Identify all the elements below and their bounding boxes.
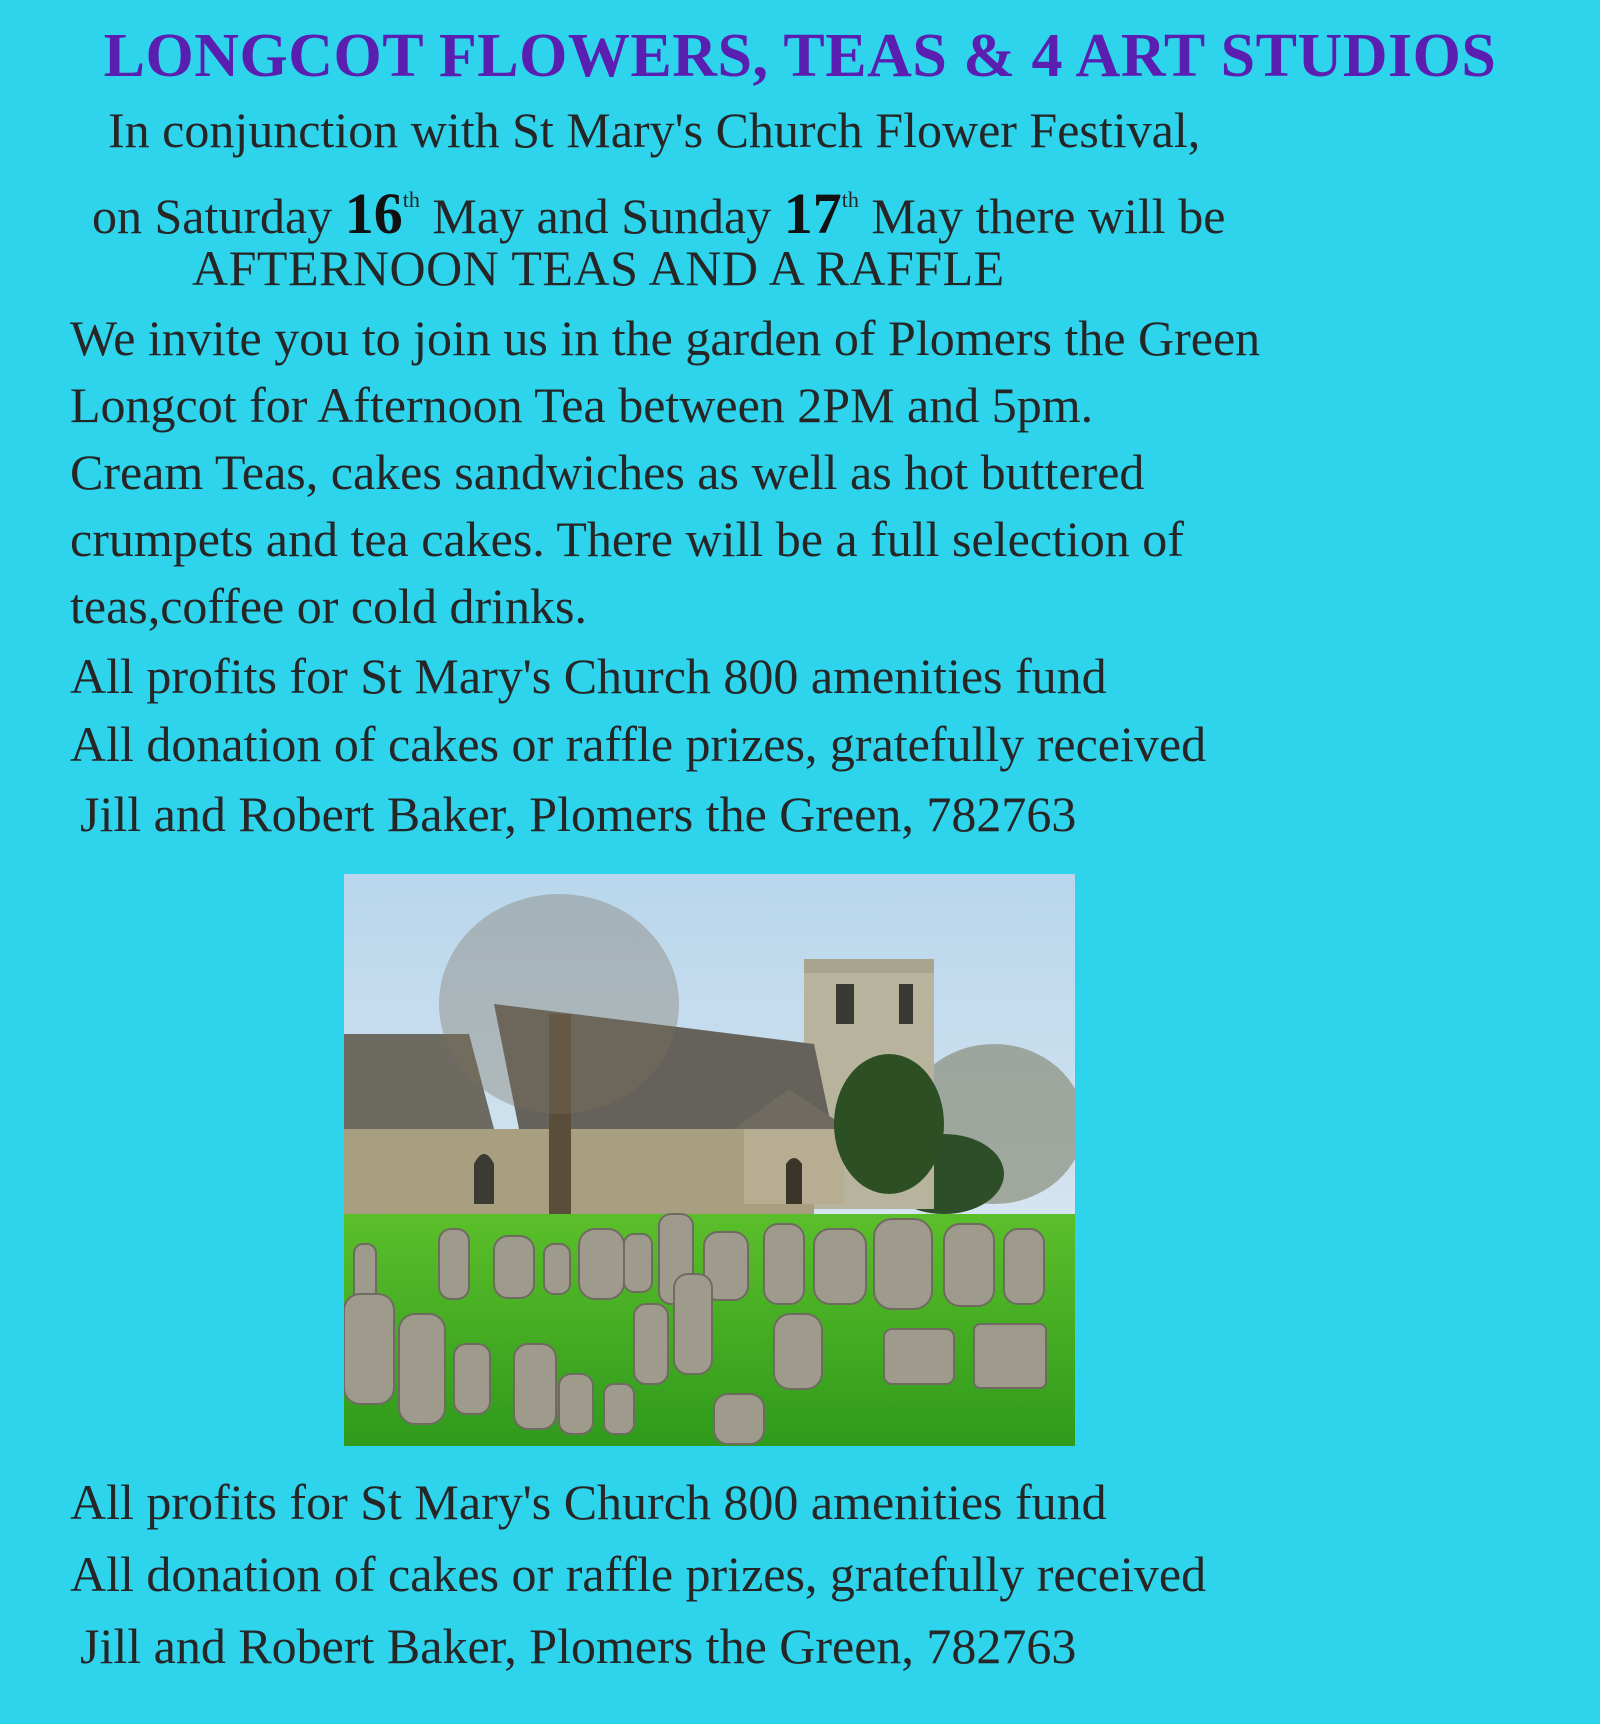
church-photo (344, 874, 1075, 1446)
body-line-3: Cream Teas, cakes sandwiches as well as hot buttered (70, 444, 1145, 500)
footer-line-3: Jill and Robert Baker, Plomers the Green, 782763 (80, 1618, 1077, 1674)
body-line-8: Jill and Robert Baker, Plomers the Green, 782763 (80, 786, 1077, 842)
body-line-1: We invite you to join us in the garden of Plomers the Green (70, 310, 1261, 366)
body-line-7: All donation of cakes or raffle prizes, gratefully received (70, 716, 1207, 772)
body-line-6: All profits for St Mary's Church 800 amenities fund (70, 648, 1107, 704)
footer-line-2: All donation of cakes or raffle prizes, gratefully received (70, 1546, 1207, 1602)
body-line-5: teas,coffee or cold drinks. (70, 578, 587, 634)
body-line-4: crumpets and tea cakes. There will be a full selection of (70, 511, 1184, 567)
saturday-date: 16 (344, 181, 403, 246)
may-and-sunday-text: May and Sunday (432, 188, 772, 244)
intro-line-1: In conjunction with St Mary's Church Flower Festival, (108, 102, 1201, 158)
poster-title: LONGCOT FLOWERS, TEAS & 4 ART STUDIOS (103, 22, 1497, 90)
may-there-will-be-text: May there will be (871, 188, 1226, 244)
on-saturday-text: on Saturday (92, 188, 333, 244)
sunday-date-suffix: th (841, 187, 859, 212)
body-line-2: Longcot for Afternoon Tea between 2PM and 5pm. (70, 377, 1094, 433)
afternoon-teas-headline: AFTERNOON TEAS AND A RAFFLE (192, 240, 1005, 296)
footer-line-1: All profits for St Mary's Church 800 amenities fund (70, 1474, 1107, 1530)
saturday-date-suffix: th (402, 187, 420, 212)
intro-dates-line (92, 170, 1225, 246)
sunday-date: 17 (783, 181, 842, 246)
